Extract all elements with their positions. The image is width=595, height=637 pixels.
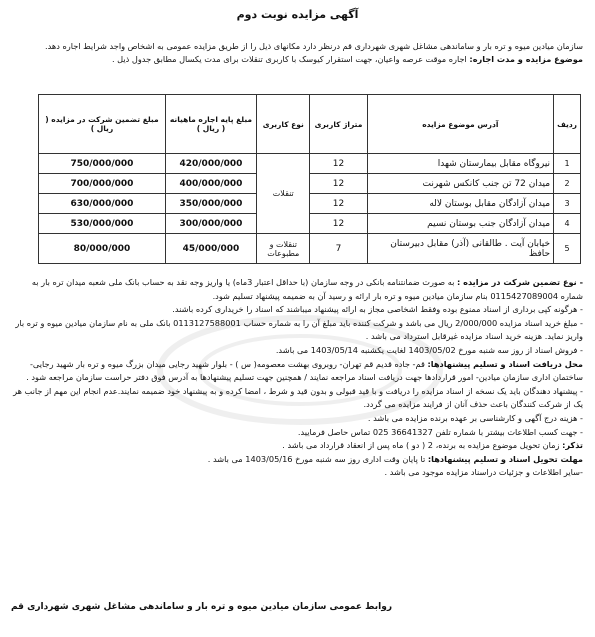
intro-subject-text: اجاره موقت عرصه واعیان، جهت استقرار کیوسک با کاربری تنقلات برای مدت یکسال مطابق جدول ذیل . [111, 54, 467, 64]
table-row [39, 154, 581, 174]
intro-line-2 [11, 53, 583, 66]
row-index: 2 [554, 174, 581, 194]
note-text: زمان تحویل موضوع مزایده به برنده، 2 ( دو ) ماه پس از انعقاد قرارداد می باشد . [282, 440, 560, 451]
row-monthly-rent: 400/000/000 [165, 174, 256, 194]
note-paragraph [9, 439, 583, 453]
row-deposit: 530/000/000 [39, 214, 166, 234]
row-index: 5 [554, 234, 581, 264]
copy-restriction-paragraph: - هرگونه کپی برداری از اسناد ممنوع بوده وفقط اشخاصی مجاز به ارائه پیشنهاد میباشند که اسناد را خریداری کرده باشند. [172, 304, 583, 315]
intro-subject-label: موضوع مزایده و مدت اجاره: [469, 54, 583, 64]
deposit-type-label: - نوع تضمین شرکت در مزایده : [456, 277, 583, 287]
row-deposit: 630/000/000 [39, 194, 166, 214]
deadline-label: مهلت تحویل اسناد و تسلیم پیشنهادها: [427, 453, 583, 464]
row-address: نیروگاه مقابل بیمارستان شهدا [367, 154, 554, 174]
row-area: 7 [310, 234, 367, 264]
row-monthly-rent: 350/000/000 [165, 194, 256, 214]
row-address: خیابان آیت . طالقانی (آذر) مقابل دبیرستان حافظ [367, 234, 554, 264]
table-row [39, 234, 581, 264]
header-monthly-rent: مبلغ پایه اجاره ماهیانه ( ریال ) [165, 95, 256, 154]
header-address: آدرس موضوع مزایده [367, 95, 554, 154]
intro-text [11, 40, 583, 66]
bidder-signature-paragraph: - پیشنهاد دهندگان باید یک نسخه از اسناد مزایده را دریافت و با قید قبولی و بدون قید و شرط ، امضا کرده و به پیشنهاد خود ضمیمه نمایند.عدم انجام این مهم از جانب هر یک از شرکت کنندگان باعث حذف آنان از فرایند مزایده می گردد. [13, 385, 583, 410]
row-area: 12 [310, 154, 367, 174]
row-monthly-rent: 300/000/000 [165, 214, 256, 234]
header-usage: نوع کاربری [257, 95, 310, 154]
footer-signature: روابط عمومی سازمان میادین میوه و تره بار و ساماندهی مشاغل شهری شهرداری قم [11, 602, 393, 612]
deposit-type-paragraph [9, 276, 583, 303]
other-info-paragraph: -سایر اطلاعات و جزئیات دراسناد مزایده موجود می باشد . [384, 467, 583, 478]
deadline-paragraph [9, 453, 583, 467]
usage-group-snacks-press: تنقلات و مطبوعات [257, 234, 310, 264]
conditions-text [9, 276, 583, 480]
notice-title: آگهی مزایده نوبت دوم [236, 8, 359, 21]
row-deposit: 700/000/000 [39, 174, 166, 194]
header-row-number: ردیف [554, 95, 581, 154]
submission-location-label: محل دریافت اسناد و تسلیم پیشنهادها: [427, 358, 583, 369]
contact-paragraph: - جهت کسب اطلاعات بیشتر با شماره تلفن 36641327 025 تماس حاصل فرمایید. [297, 426, 583, 437]
submission-location-paragraph [9, 358, 583, 385]
ad-cost-paragraph: - هزینه درج آگهی و کارشناسی بر عهده برنده مزایده می باشد . [367, 412, 583, 423]
auction-items-table [38, 94, 581, 264]
row-monthly-rent: 45/000/000 [165, 234, 256, 264]
row-area: 12 [310, 214, 367, 234]
row-monthly-rent: 420/000/000 [165, 154, 256, 174]
row-area: 12 [310, 194, 367, 214]
document-fee-paragraph: - مبلغ خرید اسناد مزایده 2/000/000 ریال می باشد و شرکت کننده باید مبلغ آن را به شماره حساب 0113127588001 بانک ملی به نام سازمان میادین میوه و تره بار واریز نماید. هزینه خرید اسناد مزایده غیرقابل استرداد می باشد . [15, 317, 583, 342]
table-header-row [39, 95, 581, 154]
note-label: تذکر: [562, 440, 583, 451]
row-address: میدان 72 تن جنب کانکس شهرنت [367, 174, 554, 194]
header-deposit: مبلغ تضمین شرکت در مزایده ( ریال ) [39, 95, 166, 154]
table-row [39, 214, 581, 234]
row-index: 1 [554, 154, 581, 174]
row-index: 3 [554, 194, 581, 214]
deposit-type-text: به صورت ضمانتنامه بانکی در وجه سازمان (با حداقل اعتبار 3ماه) یا واریز وجه نقد به حساب بانک ملی شعبه میدان تره بار به شماره 0115427089004 بنام سازمان میادین میوه و تره بار ارائه و رسید آن به ضمیمه پیشنهاد تسلیم شود. [31, 277, 583, 301]
usage-group-snacks: تنقلات [257, 154, 310, 234]
row-address: میدان آزادگان جنب بوستان نسیم [367, 214, 554, 234]
row-deposit: 750/000/000 [39, 154, 166, 174]
row-address: میدان آزادگان مقابل بوستان لاله [367, 194, 554, 214]
deadline-text: تا پایان وقت اداری روز سه شنبه مورخ 1403/05/16 می باشد . [207, 453, 426, 464]
intro-line-1: سازمان میادین میوه و تره بار و ساماندهی مشاغل شهری شهرداری قم درنظر دارد مکانهای ذیل را از طریق مزایده عمومی به اشخاص واجد شرایط اجاره دهد. [45, 41, 583, 51]
row-area: 12 [310, 174, 367, 194]
submission-location-text: قم- جاده قدیم قم تهران- روبروی بهشت معصومه( س ) - بلوار شهید رجایی میدان بزرگ میوه و تره بار شهید رجایی- ساختمان اداری سازمان میادین- امور قراردادها جهت دریافت اسناد مراجعه نمایند / همچنین جهت تسلیم پیشنهادها به آدرس فوق دفتر حراست سازمان مراجعه شود . [26, 358, 583, 383]
header-area: متراژ کاربری [310, 95, 367, 154]
row-deposit: 80/000/000 [39, 234, 166, 264]
sale-period-paragraph: - فروش اسناد از روز سه شنبه مورخ 1403/05/02 لغایت یکشنبه 1403/05/14 می باشد. [275, 344, 583, 355]
table-row [39, 174, 581, 194]
table-row [39, 194, 581, 214]
row-index: 4 [554, 214, 581, 234]
